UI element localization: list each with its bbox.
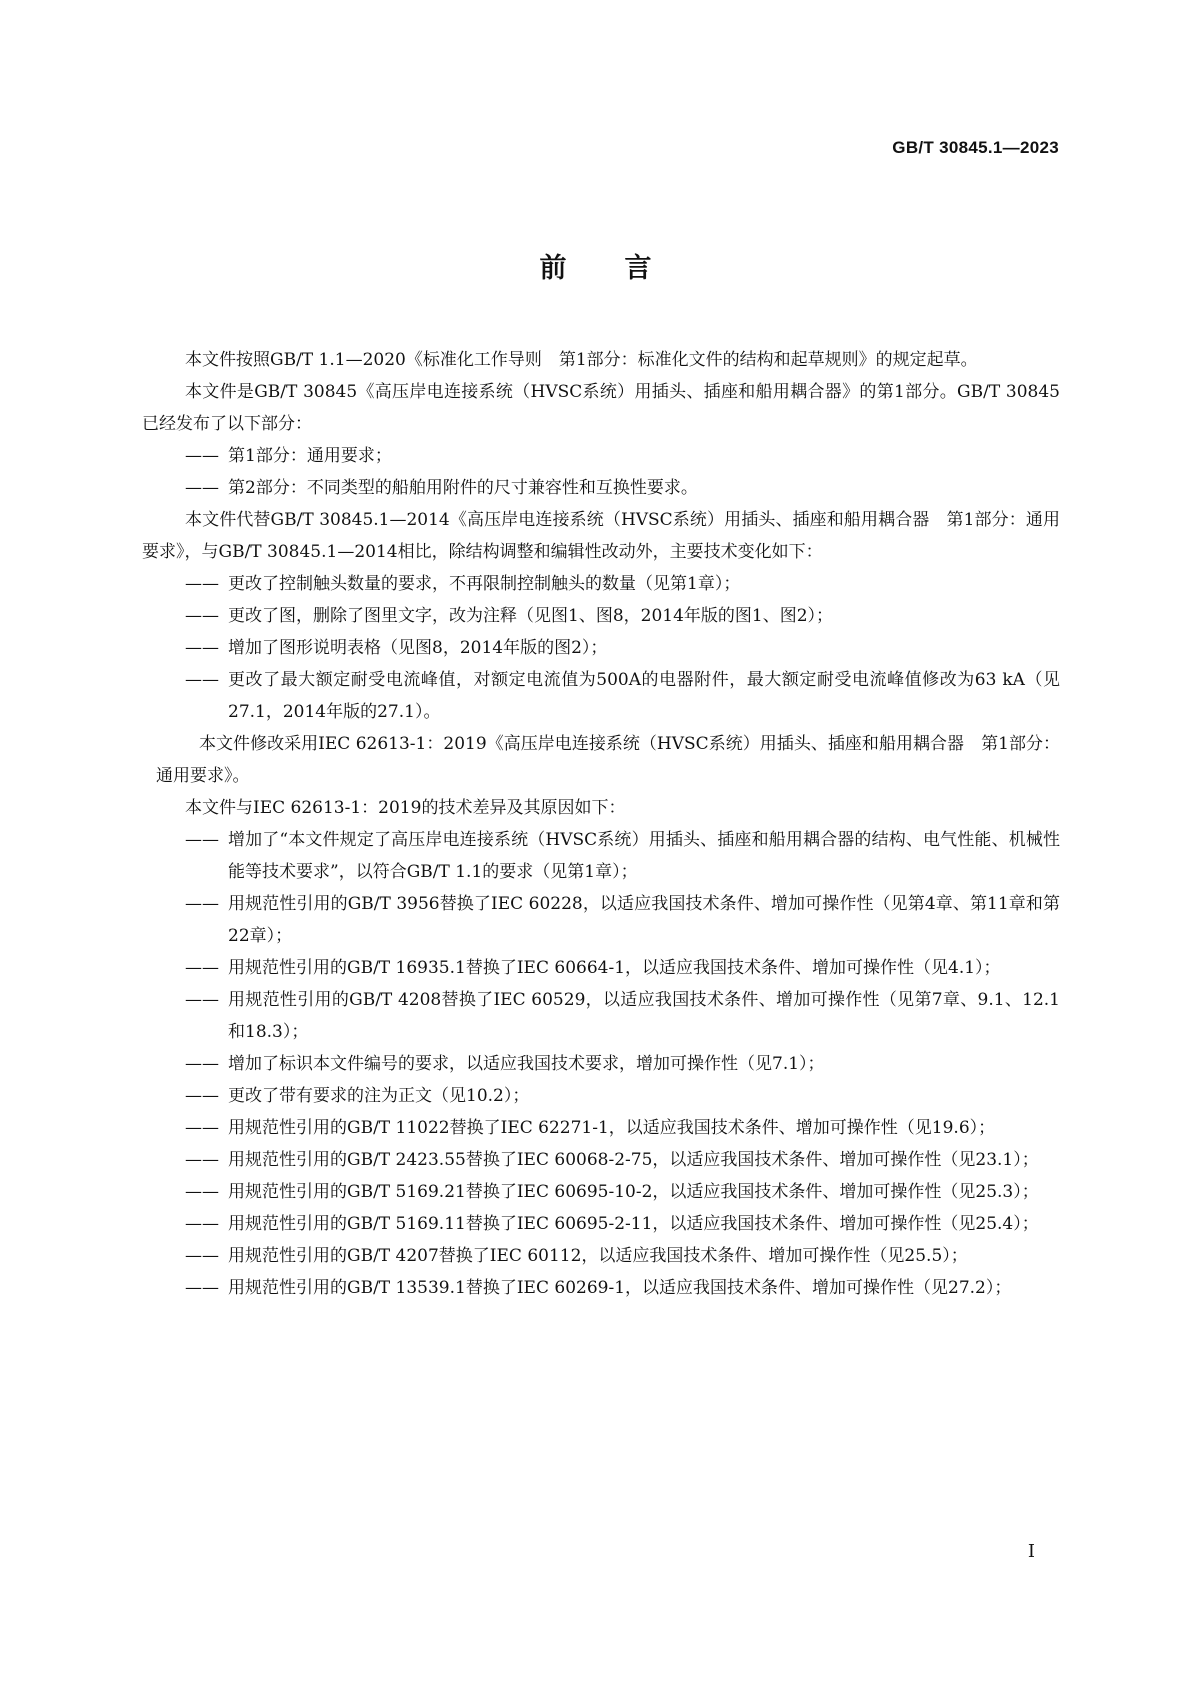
list-item	[142, 440, 1060, 472]
list-item-text: 用规范性引用的GB/T 4207替换了IEC 60112，以适应我国技术条件、增加可操作性（见25.5）；	[228, 1246, 968, 1266]
list-item	[142, 888, 1060, 952]
dash-marker: ——	[185, 1214, 219, 1234]
list-item	[142, 632, 1060, 664]
list-item	[142, 1144, 1060, 1176]
dash-marker: ——	[185, 638, 219, 658]
list-item-text: 增加了图形说明表格（见图8，2014年版的图2）；	[228, 638, 608, 658]
list-item	[142, 1176, 1060, 1208]
dash-marker: ——	[185, 990, 219, 1010]
list-item-text: 更改了带有要求的注为正文（见10.2）；	[228, 1086, 530, 1106]
dash-marker: ——	[185, 670, 219, 690]
list-item-text: 更改了控制触头数量的要求，不再限制控制触头的数量（见第1章）；	[228, 574, 741, 594]
dash-marker: ——	[185, 574, 219, 594]
dash-marker: ——	[185, 1278, 219, 1298]
paragraph: 本文件是GB/T 30845《高压岸电连接系统（HVSC系统）用插头、插座和船用耦合器》的第1部分。GB/T 30845已经发布了以下部分：	[142, 382, 1060, 434]
list-item-text: 用规范性引用的GB/T 11022替换了IEC 62271-1，以适应我国技术条件、增加可操作性（见19.6）；	[228, 1118, 996, 1138]
list-item	[142, 472, 1060, 504]
paragraph: 本文件修改采用IEC 62613-1：2019《高压岸电连接系统（HVSC系统）用插头、插座和船用耦合器 第1部分：通用要求》。	[156, 734, 1060, 786]
list-item	[142, 1208, 1060, 1240]
dash-marker: ——	[185, 1246, 219, 1266]
dash-marker: ——	[185, 830, 219, 850]
paragraph: 本文件按照GB/T 1.1—2020《标准化工作导则 第1部分：标准化文件的结构和起草规则》的规定起草。	[185, 350, 978, 370]
list-item-text: 用规范性引用的GB/T 3956替换了IEC 60228，以适应我国技术条件、增加可操作性（见第4章、第11章和第22章）；	[228, 894, 1060, 946]
paragraph: 本文件与IEC 62613-1：2019的技术差异及其原因如下：	[185, 798, 626, 818]
list-item-text: 第1部分：通用要求；	[228, 446, 392, 466]
page-number: I	[1027, 1541, 1035, 1562]
list-item-text: 用规范性引用的GB/T 4208替换了IEC 60529，以适应我国技术条件、增加可操作性（见第7章、9.1、12.1和18.3）；	[228, 990, 1060, 1042]
standard-number: GB/T 30845.1—2023	[892, 138, 1059, 157]
list-item-text: 增加了标识本文件编号的要求，以适应我国技术要求，增加可操作性（见7.1）；	[228, 1054, 825, 1074]
list-item	[142, 1240, 1060, 1272]
dash-marker: ——	[185, 446, 219, 466]
list-item	[142, 568, 1060, 600]
dash-marker: ——	[185, 958, 219, 978]
list-item-text: 用规范性引用的GB/T 5169.21替换了IEC 60695-10-2，以适应我国技术条件、增加可操作性（见25.3）；	[228, 1182, 1039, 1202]
dash-marker: ——	[185, 1150, 219, 1170]
list-item-text: 用规范性引用的GB/T 13539.1替换了IEC 60269-1，以适应我国技术条件、增加可操作性（见27.2）；	[228, 1278, 1012, 1298]
dash-marker: ——	[185, 606, 219, 626]
list-item-text: 更改了图，删除了图里文字，改为注释（见图1、图8，2014年版的图1、图2）；	[228, 606, 834, 626]
dash-marker: ——	[185, 478, 219, 498]
list-item	[142, 1048, 1060, 1080]
list-item	[142, 600, 1060, 632]
list-item-text: 第2部分：不同类型的船舶用附件的尺寸兼容性和互换性要求。	[228, 478, 698, 498]
list-item	[142, 952, 1060, 984]
list-item-text: 更改了最大额定耐受电流峰值，对额定电流值为500A的电器附件，最大额定耐受电流峰值修改为63 kA（见27.1，2014年版的27.1）。	[228, 670, 1060, 722]
list-item	[142, 824, 1060, 888]
list-item-text: 用规范性引用的GB/T 16935.1替换了IEC 60664-1，以适应我国技术条件、增加可操作性（见4.1）；	[228, 958, 1001, 978]
dash-marker: ——	[185, 1054, 219, 1074]
preface-body	[142, 344, 1060, 1304]
dash-marker: ——	[185, 1118, 219, 1138]
list-item	[142, 1112, 1060, 1144]
list-item	[142, 664, 1060, 728]
dash-marker: ——	[185, 1086, 219, 1106]
list-item-text: 增加了“本文件规定了高压岸电连接系统（HVSC系统）用插头、插座和船用耦合器的结构、电气性能、机械性能等技术要求”，以符合GB/T 1.1的要求（见第1章）；	[228, 830, 1060, 882]
page-title: 前言	[539, 253, 710, 284]
list-item	[142, 984, 1060, 1048]
paragraph: 本文件代替GB/T 30845.1—2014《高压岸电连接系统（HVSC系统）用插头、插座和船用耦合器 第1部分：通用要求》，与GB/T 30845.1—2014相比，除结构调整和编辑性改动外，主要技术变化如下：	[142, 510, 1060, 562]
list-item-text: 用规范性引用的GB/T 2423.55替换了IEC 60068-2-75，以适应我国技术条件、增加可操作性（见23.1）；	[228, 1150, 1039, 1170]
dash-marker: ——	[185, 1182, 219, 1202]
list-item	[142, 1080, 1060, 1112]
dash-marker: ——	[185, 894, 219, 914]
list-item-text: 用规范性引用的GB/T 5169.11替换了IEC 60695-2-11，以适应我国技术条件、增加可操作性（见25.4）；	[228, 1214, 1039, 1234]
list-item	[142, 1272, 1060, 1304]
